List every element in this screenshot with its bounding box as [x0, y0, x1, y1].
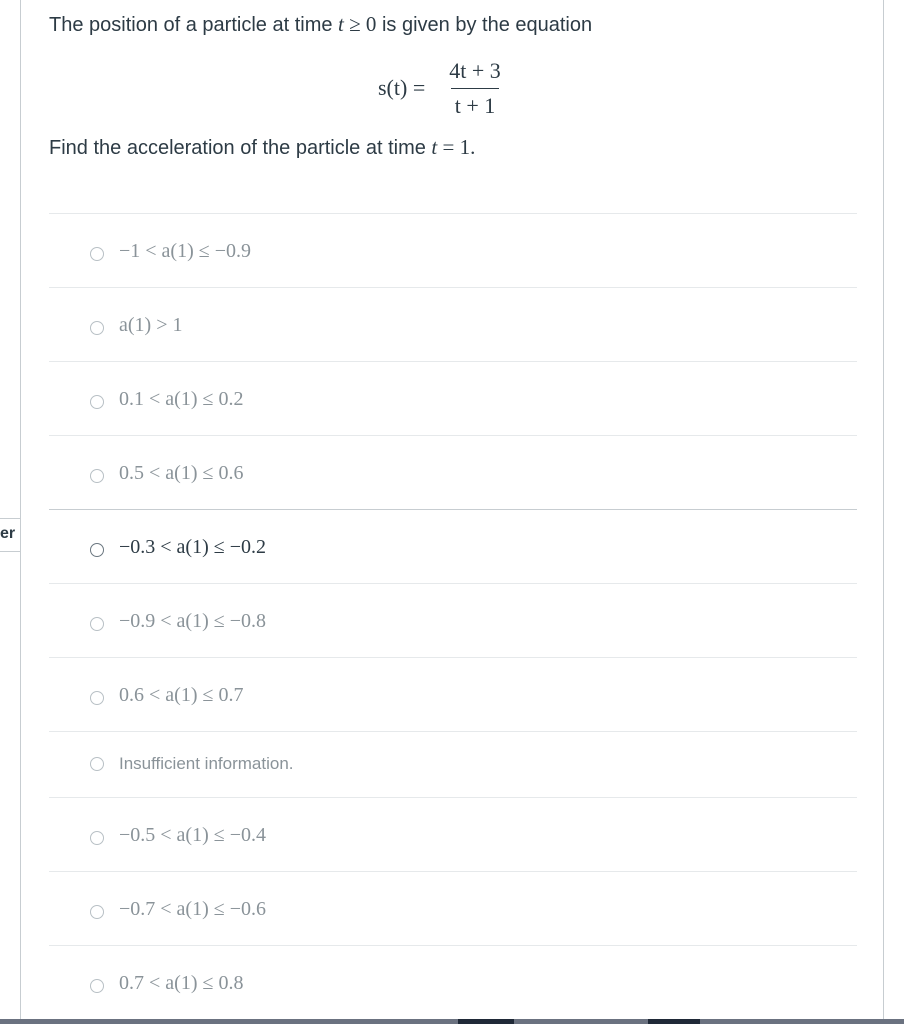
- answer-label: −0.3 < a(1) ≤ −0.2: [119, 536, 267, 558]
- answer-option[interactable]: [49, 361, 857, 435]
- radio-button[interactable]: [90, 247, 104, 261]
- equation-denominator: t + 1: [451, 88, 500, 119]
- answer-label: Insufficient information.: [119, 754, 294, 773]
- answer-label: −0.5 < a(1) ≤ −0.4: [119, 824, 267, 846]
- intro-var: t: [338, 12, 344, 36]
- position-equation: [378, 56, 505, 120]
- side-tab-label: er: [0, 525, 16, 542]
- equation-fraction: [445, 58, 505, 119]
- answer-option[interactable]: [49, 731, 857, 797]
- answer-label: 0.7 < a(1) ≤ 0.8: [119, 972, 244, 994]
- answer-label: −0.9 < a(1) ≤ −0.8: [119, 610, 267, 632]
- radio-button[interactable]: [90, 979, 104, 993]
- intro-tail: is given by the equation: [376, 14, 593, 36]
- radio-button[interactable]: [90, 543, 104, 557]
- answer-label: −1 < a(1) ≤ −0.9: [119, 240, 252, 262]
- answer-option[interactable]: [49, 871, 857, 945]
- answer-option[interactable]: [49, 435, 857, 509]
- radio-button[interactable]: [90, 617, 104, 631]
- bottom-bar-segment: [648, 1019, 700, 1024]
- answer-label: 0.5 < a(1) ≤ 0.6: [119, 462, 244, 484]
- answer-option[interactable]: [49, 797, 857, 871]
- answer-options: [49, 213, 857, 1019]
- find-value: = 1.: [437, 135, 476, 159]
- find-text: Find the acceleration of the particle at time: [49, 137, 432, 159]
- radio-button[interactable]: [90, 757, 104, 771]
- radio-button[interactable]: [90, 691, 104, 705]
- bottom-bar-segment: [458, 1019, 514, 1024]
- find-prompt: [49, 133, 475, 162]
- find-var: t: [431, 135, 438, 159]
- answer-option[interactable]: [49, 583, 857, 657]
- answer-option[interactable]: [49, 945, 857, 1019]
- question-text: [49, 10, 849, 39]
- bottom-bar: [0, 1019, 904, 1024]
- answer-label: a(1) > 1: [119, 314, 183, 336]
- answer-label: 0.1 < a(1) ≤ 0.2: [119, 388, 244, 410]
- answer-option[interactable]: [49, 509, 857, 583]
- question-intro: [49, 10, 849, 39]
- radio-button[interactable]: [90, 395, 104, 409]
- equation-lhs: s(t) =: [378, 75, 426, 100]
- radio-button[interactable]: [90, 831, 104, 845]
- answer-label: 0.6 < a(1) ≤ 0.7: [119, 684, 244, 706]
- answer-option[interactable]: [49, 657, 857, 731]
- radio-button[interactable]: [90, 469, 104, 483]
- intro-cond: ≥ 0: [343, 12, 377, 36]
- equation-numerator: 4t + 3: [449, 57, 501, 83]
- answer-option[interactable]: [49, 213, 857, 287]
- answer-option[interactable]: [49, 287, 857, 361]
- intro-text: The position of a particle at time: [49, 14, 339, 36]
- radio-button[interactable]: [90, 905, 104, 919]
- radio-button[interactable]: [90, 321, 104, 335]
- answer-label: −0.7 < a(1) ≤ −0.6: [119, 898, 267, 920]
